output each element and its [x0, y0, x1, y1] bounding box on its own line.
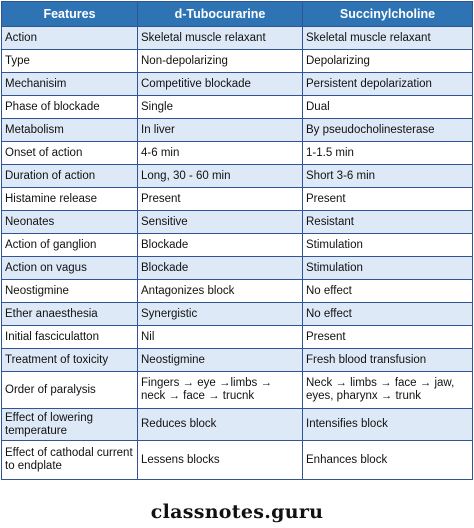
table-row	[2, 211, 473, 234]
tubocurarine-cell: In liver	[138, 119, 303, 142]
tubocurarine-cell: Blockade	[138, 257, 303, 280]
succinylcholine-cell: No effect	[303, 280, 473, 303]
succinylcholine-cell: Intensifies block	[303, 409, 473, 441]
table-row	[2, 280, 473, 303]
feature-cell: Mechanisim	[2, 73, 138, 96]
tubocurarine-cell: Non-depolarizing	[138, 50, 303, 73]
feature-cell: Effect of cathodal current to endplate	[2, 441, 138, 480]
feature-cell: Order of paralysis	[2, 372, 138, 409]
succinylcholine-cell: Persistent depolarization	[303, 73, 473, 96]
succinylcholine-cell: Fresh blood transfusion	[303, 349, 473, 372]
tubocurarine-cell: Skeletal muscle relaxant	[138, 27, 303, 50]
table-row	[2, 27, 473, 50]
succinylcholine-cell: Depolarizing	[303, 50, 473, 73]
table-row	[2, 50, 473, 73]
succinylcholine-cell: Enhances block	[303, 441, 473, 480]
table-row	[2, 96, 473, 119]
header-features: Features	[2, 2, 138, 27]
table-row	[2, 234, 473, 257]
feature-cell: Initial fasciculatton	[2, 326, 138, 349]
tubocurarine-cell: Nil	[138, 326, 303, 349]
tubocurarine-cell: Fingers → eye →limbs → neck → face → trucnk	[138, 372, 303, 409]
succinylcholine-cell: By pseudocholinesterase	[303, 119, 473, 142]
tubocurarine-cell: Single	[138, 96, 303, 119]
feature-cell: Ether anaesthesia	[2, 303, 138, 326]
feature-cell: Neonates	[2, 211, 138, 234]
succinylcholine-cell: No effect	[303, 303, 473, 326]
tubocurarine-cell: Present	[138, 188, 303, 211]
table-row	[2, 142, 473, 165]
table-row	[2, 73, 473, 96]
table-row	[2, 257, 473, 280]
table-row	[2, 409, 473, 441]
table-row	[2, 349, 473, 372]
tubocurarine-cell: 4-6 min	[138, 142, 303, 165]
table-row	[2, 188, 473, 211]
feature-cell: Type	[2, 50, 138, 73]
feature-cell: Histamine release	[2, 188, 138, 211]
feature-cell: Action of ganglion	[2, 234, 138, 257]
feature-cell: Duration of action	[2, 165, 138, 188]
header-d-tubocurarine: d-Tubocurarine	[138, 2, 303, 27]
feature-cell: Treatment of toxicity	[2, 349, 138, 372]
succinylcholine-cell: Present	[303, 188, 473, 211]
table-header-row	[2, 2, 473, 27]
feature-cell: Effect of lowering temperature	[2, 409, 138, 441]
table-row	[2, 326, 473, 349]
table-row	[2, 119, 473, 142]
feature-cell: Metabolism	[2, 119, 138, 142]
succinylcholine-cell: Present	[303, 326, 473, 349]
tubocurarine-cell: Blockade	[138, 234, 303, 257]
feature-cell: Action on vagus	[2, 257, 138, 280]
feature-cell: Neostigmine	[2, 280, 138, 303]
succinylcholine-cell: Short 3-6 min	[303, 165, 473, 188]
succinylcholine-cell: Stimulation	[303, 257, 473, 280]
table-row	[2, 165, 473, 188]
succinylcholine-cell: Dual	[303, 96, 473, 119]
succinylcholine-cell: Neck → limbs → face → jaw, eyes, pharynx → trunk	[303, 372, 473, 409]
tubocurarine-cell: Competitive blockade	[138, 73, 303, 96]
tubocurarine-cell: Neostigmine	[138, 349, 303, 372]
table-row	[2, 303, 473, 326]
header-succinylcholine: Succinylcholine	[303, 2, 473, 27]
site-watermark: classnotes.guru	[150, 501, 324, 523]
tubocurarine-cell: Synergistic	[138, 303, 303, 326]
feature-cell: Onset of action	[2, 142, 138, 165]
tubocurarine-cell: Reduces block	[138, 409, 303, 441]
feature-cell: Action	[2, 27, 138, 50]
tubocurarine-cell: Lessens blocks	[138, 441, 303, 480]
succinylcholine-cell: Skeletal muscle relaxant	[303, 27, 473, 50]
tubocurarine-cell: Sensitive	[138, 211, 303, 234]
tubocurarine-cell: Antagonizes block	[138, 280, 303, 303]
tubocurarine-cell: Long, 30 - 60 min	[138, 165, 303, 188]
succinylcholine-cell: 1-1.5 min	[303, 142, 473, 165]
comparison-table	[1, 1, 473, 480]
succinylcholine-cell: Stimulation	[303, 234, 473, 257]
table-row	[2, 441, 473, 480]
succinylcholine-cell: Resistant	[303, 211, 473, 234]
table-row	[2, 372, 473, 409]
feature-cell: Phase of blockade	[2, 96, 138, 119]
